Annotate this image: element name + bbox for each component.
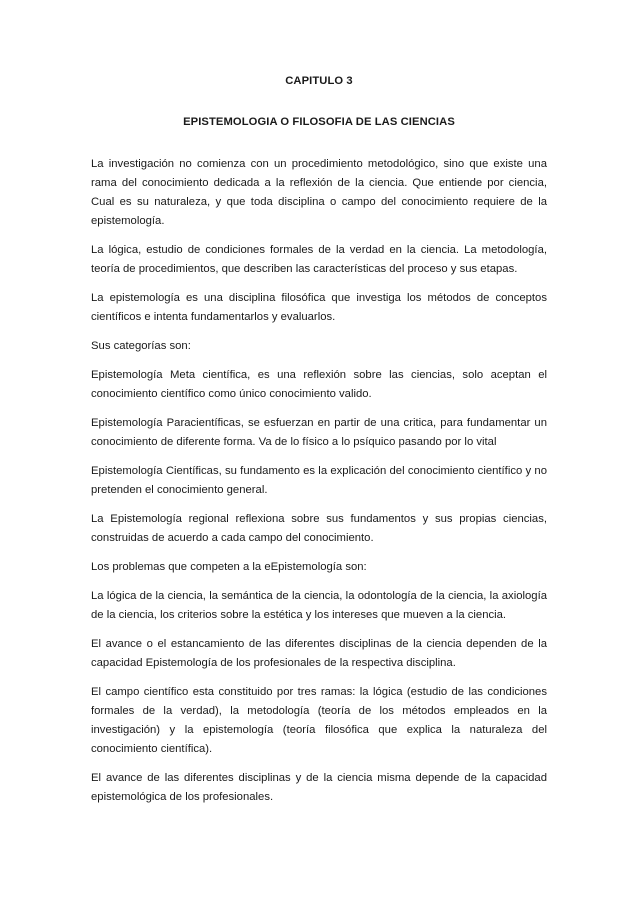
paragraph: Sus categorías son: [91, 340, 191, 352]
paragraph: Epistemología Meta científica, es una reflexión sobre las ciencias, solo aceptan el conocimiento científico como único conocimiento valido. [91, 369, 547, 400]
paragraph: La investigación no comienza con un procedimiento metodológico, sino que existe una rama del conocimiento dedicada a la reflexión de la ciencia. Que entiende por ciencia, Cual es su naturaleza, y que toda disciplina o campo del conocimiento requiere de la epistemología. [91, 158, 547, 227]
paragraph: Epistemología Paracientíficas, se esfuerzan en partir de una critica, para fundamentar un conocimiento de diferente forma. Va de lo físico a lo psíquico pasando por lo vital [91, 417, 547, 448]
document-title: EPISTEMOLOGIA O FILOSOFIA DE LAS CIENCIAS [183, 116, 455, 128]
paragraph: La epistemología es una disciplina filosófica que investiga los métodos de conceptos científicos e intenta fundamentarlos y evaluarlos. [91, 292, 547, 323]
paragraph: El avance de las diferentes disciplinas y de la ciencia misma depende de la capacidad epistemológica de los profesionales. [91, 772, 547, 803]
paragraph: El campo científico esta constituido por tres ramas: la lógica (estudio de las condiciones formales de la verdad), la metodología (teoría de los métodos empleados en la investigación) y la epistemología (teoría filosófica que explica la naturaleza del conocimiento científica). [91, 686, 547, 755]
paragraph: La lógica de la ciencia, la semántica de la ciencia, la odontología de la ciencia, la axiología de la ciencia, los criterios sobre la estética y los intereses que mueven a la ciencia. [91, 590, 547, 621]
paragraph: La lógica, estudio de condiciones formales de la verdad en la ciencia. La metodología, teoría de procedimientos, que describen las características del proceso y sus etapas. [91, 244, 547, 275]
chapter-heading: CAPITULO 3 [285, 75, 353, 87]
paragraph: Los problemas que competen a la eEpistemología son: [91, 561, 367, 573]
paragraph: El avance o el estancamiento de las diferentes disciplinas de la ciencia dependen de la capacidad Epistemología de los profesionales de la respectiva disciplina. [91, 638, 547, 669]
paragraph: La Epistemología regional reflexiona sobre sus fundamentos y sus propias ciencias, construidas de acuerdo a cada campo del conocimiento. [91, 513, 547, 544]
paragraph: Epistemología Científicas, su fundamento es la explicación del conocimiento científico y no pretenden el conocimiento general. [91, 465, 547, 496]
document-body [91, 155, 547, 817]
